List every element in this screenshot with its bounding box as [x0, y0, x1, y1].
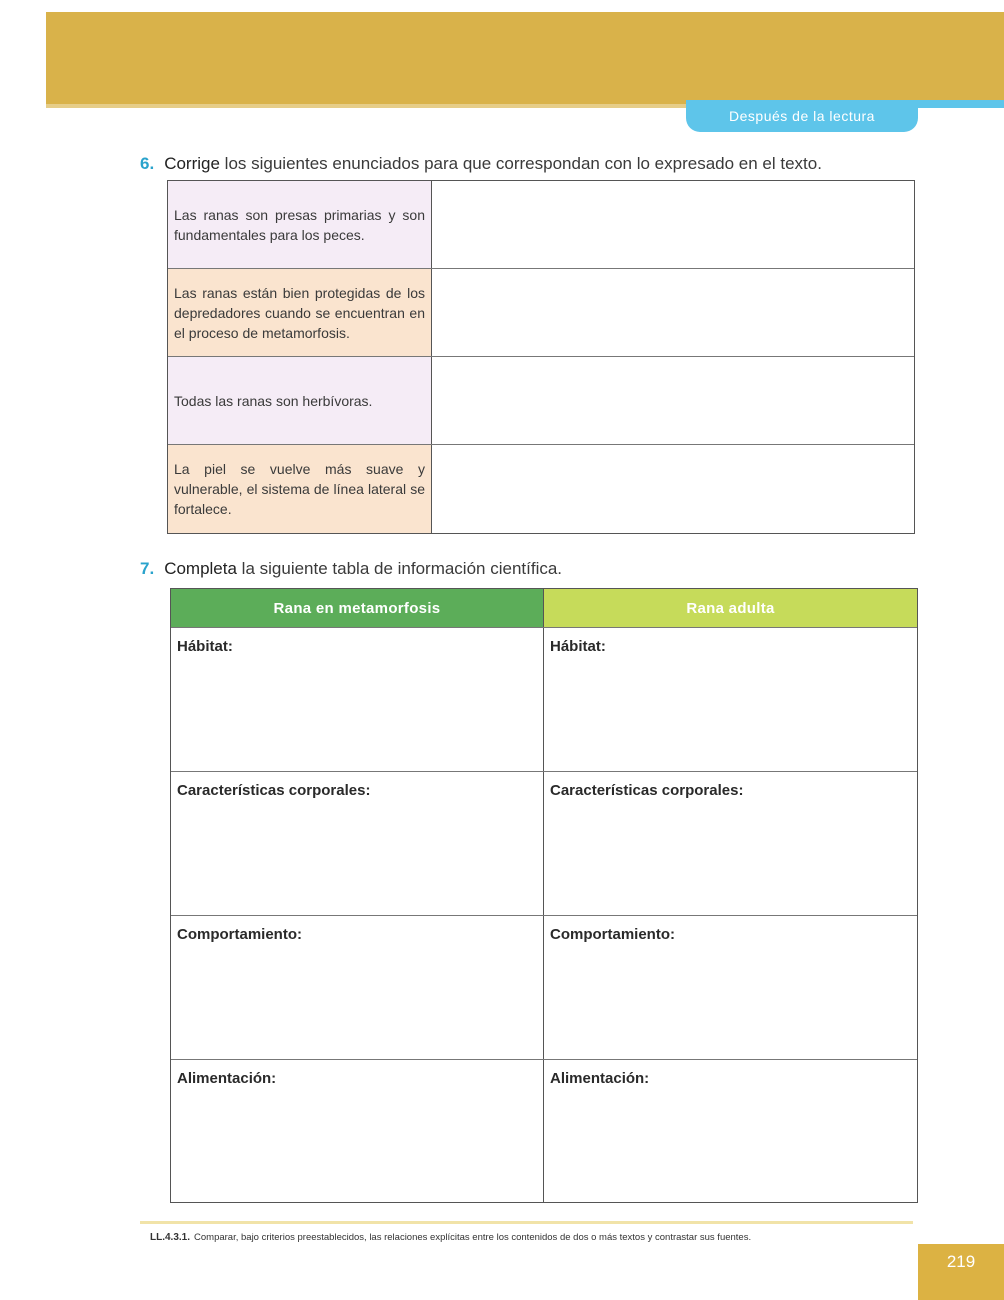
statement-cell: [168, 445, 432, 533]
question-text: la siguiente tabla de información científica.: [236, 559, 563, 578]
table-row: [168, 181, 914, 269]
table-row: [168, 269, 914, 357]
cell-label: Características corporales:: [550, 782, 744, 799]
statement-text: La piel se vuelve más suave y vulnerable, el sistema de línea lateral se fortalece.: [174, 461, 425, 517]
question-number: 7.: [140, 559, 155, 578]
statement-text: Las ranas son presas primarias y son fundamentales para los peces.: [174, 206, 425, 243]
statement-cell: [168, 269, 432, 356]
footer-skill-note: [150, 1232, 751, 1243]
answer-cell[interactable]: [432, 269, 914, 356]
answer-cell[interactable]: [432, 181, 914, 268]
table-row: [168, 445, 914, 533]
question-7: [140, 559, 562, 579]
statement-text: Las ranas están bien protegidas de los depredadores cuando se encuentran en el proceso de metamorfosis.: [174, 284, 425, 341]
cell-label: Alimentación:: [177, 1070, 277, 1087]
body-adult-cell[interactable]: [544, 772, 917, 915]
top-color-band: [46, 12, 1004, 104]
page-number: 219: [918, 1244, 1004, 1300]
question-6: [140, 154, 822, 174]
science-info-table: [170, 588, 918, 1203]
question-number: 6.: [140, 154, 155, 173]
table-row: [168, 357, 914, 445]
question-verb: Corrige: [164, 154, 220, 173]
answer-cell[interactable]: [432, 357, 914, 444]
section-tab: Después de la lectura: [686, 100, 918, 132]
table-row: [171, 915, 917, 1059]
question-verb: Completa: [164, 559, 237, 578]
skill-description: Comparar, bajo criterios preestablecidos, las relaciones explícitas entre los contenidos de dos o más textos y contrastar sus fuentes.: [194, 1232, 752, 1243]
diet-metamorphosis-cell[interactable]: [171, 1060, 544, 1203]
answer-cell[interactable]: [432, 445, 914, 533]
habitat-adult-cell[interactable]: [544, 628, 917, 771]
statement-cell: [168, 357, 432, 444]
cell-label: Características corporales:: [177, 782, 371, 799]
cell-label: Alimentación:: [550, 1070, 650, 1087]
behavior-adult-cell[interactable]: [544, 916, 917, 1059]
table-row: [171, 771, 917, 915]
table-row: [171, 627, 917, 771]
body-metamorphosis-cell[interactable]: [171, 772, 544, 915]
statement-cell: [168, 181, 432, 268]
skill-code: LL.4.3.1.: [150, 1232, 191, 1243]
diet-adult-cell[interactable]: [544, 1060, 917, 1203]
correction-table: [167, 180, 915, 534]
cell-label: Hábitat:: [550, 638, 606, 655]
header-adult: Rana adulta: [544, 589, 917, 627]
habitat-metamorphosis-cell[interactable]: [171, 628, 544, 771]
statement-text: Todas las ranas son herbívoras.: [174, 392, 373, 409]
table-row: [171, 1059, 917, 1203]
cell-label: Comportamiento:: [177, 926, 302, 943]
cell-label: Hábitat:: [177, 638, 233, 655]
cell-label: Comportamiento:: [550, 926, 675, 943]
footer-divider: [140, 1221, 913, 1224]
question-text: los siguientes enunciados para que correspondan con lo expresado en el texto.: [219, 154, 822, 173]
section-tab-strip: [918, 100, 1004, 108]
header-metamorphosis: Rana en metamorfosis: [171, 589, 544, 627]
behavior-metamorphosis-cell[interactable]: [171, 916, 544, 1059]
